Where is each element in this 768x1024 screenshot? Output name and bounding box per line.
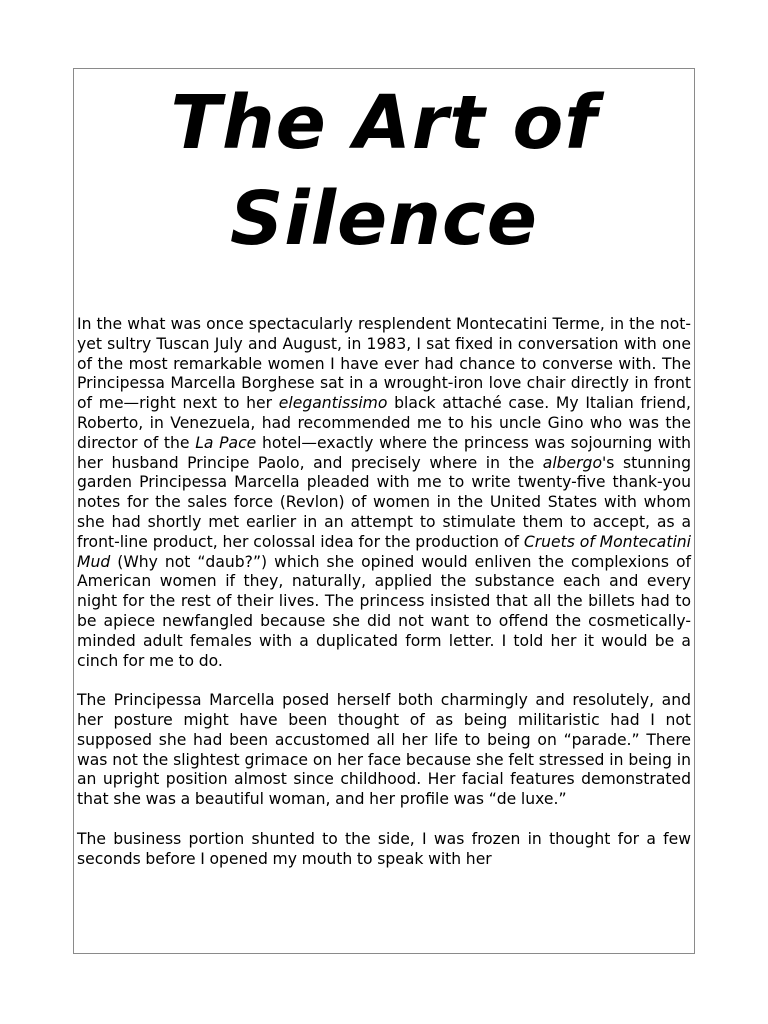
body-paragraph bbox=[77, 691, 691, 810]
paragraph-text: The business portion shunted to the side, I was frozen in thought for a few seconds before I opened my mouth to speak with her bbox=[77, 829, 691, 868]
paragraph-text: hotel—exactly where the princess was sojourning with her husband Principe Paolo, and precisely where in the bbox=[77, 433, 691, 472]
title-line-2: Silence bbox=[230, 176, 538, 262]
italic-text: elegantissimo bbox=[278, 394, 388, 413]
document-body bbox=[77, 315, 691, 869]
document-page bbox=[73, 68, 695, 954]
italic-text: Cruets of Montecatini Mud bbox=[77, 532, 691, 571]
paragraph-text: 's stunning garden Principessa Marcella pleaded with me to write twenty-five thank-you notes for the sales force (Revlon) of women in the United States with whom she had shortly met earlier in an attempt to stimulate them to accept, as a front-line product, her colossal idea for the production of bbox=[77, 453, 691, 551]
italic-text: albergo bbox=[542, 453, 602, 472]
paragraph-text: The Principessa Marcella posed herself both charmingly and resolutely, and her posture might have been thought of as being militaristic had I not supposed she had been accustomed all her life to being on “parade.” There was not the slightest grimace on her face because she felt stressed in being in an upright position almost since childhood. Her facial features demonstrated that she was a beautiful woman, and her profile was “de luxe.” bbox=[77, 691, 691, 809]
title-line-1: The Art of bbox=[170, 80, 598, 166]
document-title bbox=[74, 69, 694, 267]
paragraph-text: black attaché case. My Italian friend, Roberto, in Venezuela, had recommended me to his uncle Gino who was the director of the bbox=[77, 394, 692, 452]
paragraph-text: In the what was once spectacularly resplendent Montecatini Terme, in the not-yet sultry Tuscan July and August, in 1983, I sat fixed in conversation with one of the most remarkable women I have ever had chance to converse with. The Principessa Marcella Borghese sat in a wrought-iron love chair directly in front of me—right next to her bbox=[77, 315, 691, 413]
paragraph-text: (Why not “daub?”) which she opined would enliven the complexions of American women if they, naturally, applied the substance each and every night for the rest of their lives. The princess insisted that all the billets had to be apiece newfangled because she did not want to offend the cosmetically-minded adult females with a duplicated form letter. I told her it would be a cinch for me to do. bbox=[77, 552, 691, 670]
italic-text: La Pace bbox=[195, 433, 257, 452]
body-paragraph bbox=[77, 315, 691, 671]
body-paragraph bbox=[77, 830, 691, 870]
